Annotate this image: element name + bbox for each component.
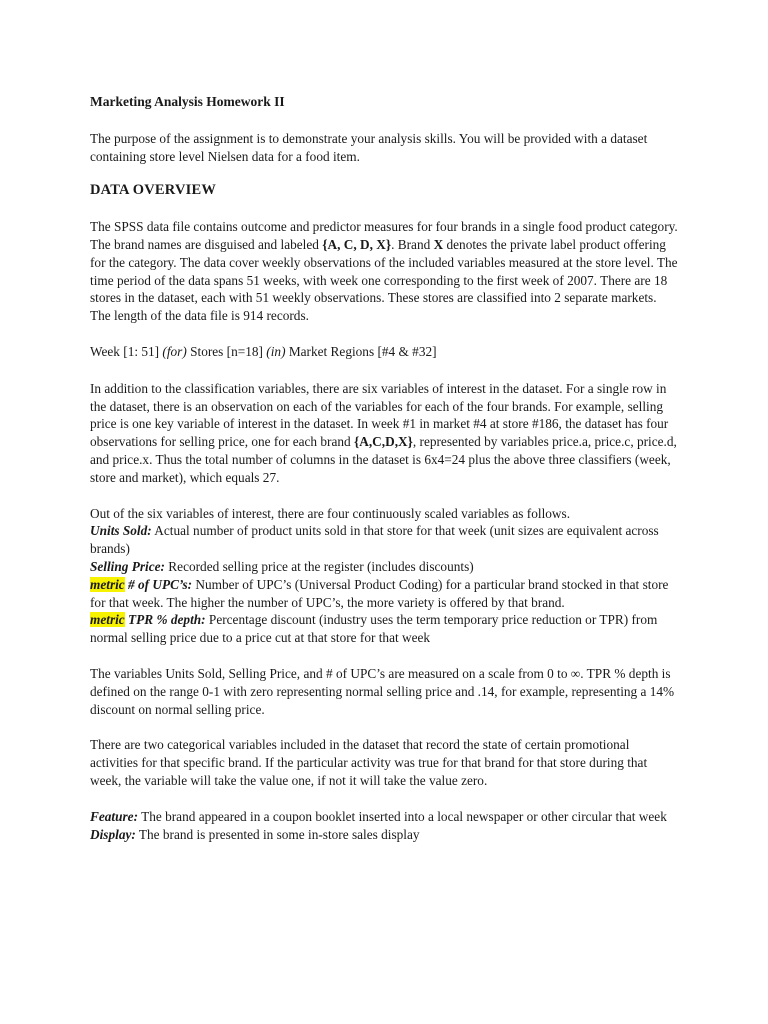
classification-paragraph — [90, 380, 680, 487]
metric-highlight-tpr: metric — [90, 612, 125, 628]
units-sold-term: Units Sold: — [90, 523, 152, 539]
document-title: Marketing Analysis Homework II — [90, 94, 285, 109]
units-sold-definition — [90, 522, 680, 558]
selling-price-term: Selling Price: — [90, 558, 165, 574]
display-definition — [90, 826, 680, 844]
feature-definition — [90, 808, 680, 826]
week-store-market-line — [90, 343, 680, 361]
tpr-text: Percentage discount (industry uses the term temporary price reduction or TPR) from normal selling price due to a price cut at that store for that week — [90, 612, 658, 646]
week-text-c: Market Regions [#4 & #32] — [285, 343, 437, 359]
overview-text-c: denotes the private label product offering for the category. The data cover weekly observations of the included variables measured at the store level. The time period of the data spans 51 weeks, with week one corresponding to the first week of 2007. There are 18 stores in the dataset, each with 51 weekly observations. These stores are classified into 2 separate markets. The length of the data file is 914 records. — [90, 236, 678, 324]
week-text-a: Week [1: 51] — [90, 343, 163, 359]
week-text-b: Stores [n=18] — [186, 343, 267, 359]
upc-text: Number of UPC’s (Universal Product Coding) for a particular brand stocked in that store for that week. The higher the number of UPC’s, the more variety is offered by that brand. — [90, 576, 669, 610]
categorical-paragraph: There are two categorical variables included in the dataset that record the state of certain promotional activities for that specific brand. If the particular activity was true for that brand for that store during that week, the variable will take the value one, if not it will take the value zero. — [90, 737, 648, 788]
metric-highlight-upc: metric — [90, 576, 125, 592]
intro-paragraph: The purpose of the assignment is to demonstrate your analysis skills. You will be provided with a dataset containing store level Nielsen data for a food item. — [90, 130, 648, 164]
week-for: (for) — [162, 343, 187, 359]
display-text: The brand is presented in some in-store sales display — [135, 826, 420, 842]
tpr-definition — [90, 611, 680, 647]
section-heading-data-overview: DATA OVERVIEW — [90, 182, 217, 199]
class-text-b: , represented by variables price.a, price.c, price.d, and price.x. Thus the total number of columns in the dataset is 6x4=24 plus the above three classifiers (week, store and market), which equals 27. — [90, 434, 677, 485]
upc-term: # of UPC’s: — [124, 576, 193, 592]
feature-text: The brand appeared in a coupon booklet inserted into a local newspaper or other circular that week — [138, 808, 667, 824]
overview-text-b: . Brand — [391, 236, 434, 252]
upc-definition — [90, 576, 680, 612]
week-in: (in) — [266, 343, 286, 359]
scale-paragraph: The variables Units Sold, Selling Price, and # of UPC’s are measured on a scale from 0 to ∞. TPR % depth is defined on the range 0-1 with zero representing normal selling price and .14, for example, representing a 14% discount on normal selling price. — [90, 665, 675, 717]
selling-price-definition — [90, 558, 680, 576]
brand-x: X — [433, 236, 444, 252]
selling-price-text: Recorded selling price at the register (includes discounts) — [164, 558, 474, 574]
continuous-intro: Out of the six variables of interest, there are four continuously scaled variables as follows. — [90, 505, 571, 521]
units-sold-text: Actual number of product units sold in that store for that week (unit sizes are equivalent across brands) — [90, 523, 659, 557]
overview-text-a: The SPSS data file contains outcome and predictor measures for four brands in a single food product category. The brand names are disguised and labeled — [90, 219, 678, 252]
class-text-a: In addition to the classification variables, there are six variables of interest in the dataset. For a single row in the dataset, there is an observation on each of the variables for each of the four brands. For example, selling price is one key variable of interest in the dataset. In week #1 in market #4 at store #186, the dataset has four observations for selling price, one for each brand — [90, 380, 669, 450]
feature-term: Feature: — [90, 808, 139, 824]
brand-set: {A, C, D, X} — [322, 236, 392, 252]
display-term: Display: — [90, 826, 136, 842]
overview-paragraph — [90, 218, 680, 325]
document-body — [90, 93, 680, 843]
tpr-term: TPR % depth: — [124, 612, 206, 628]
class-brand-set: {A,C,D,X} — [354, 434, 413, 450]
